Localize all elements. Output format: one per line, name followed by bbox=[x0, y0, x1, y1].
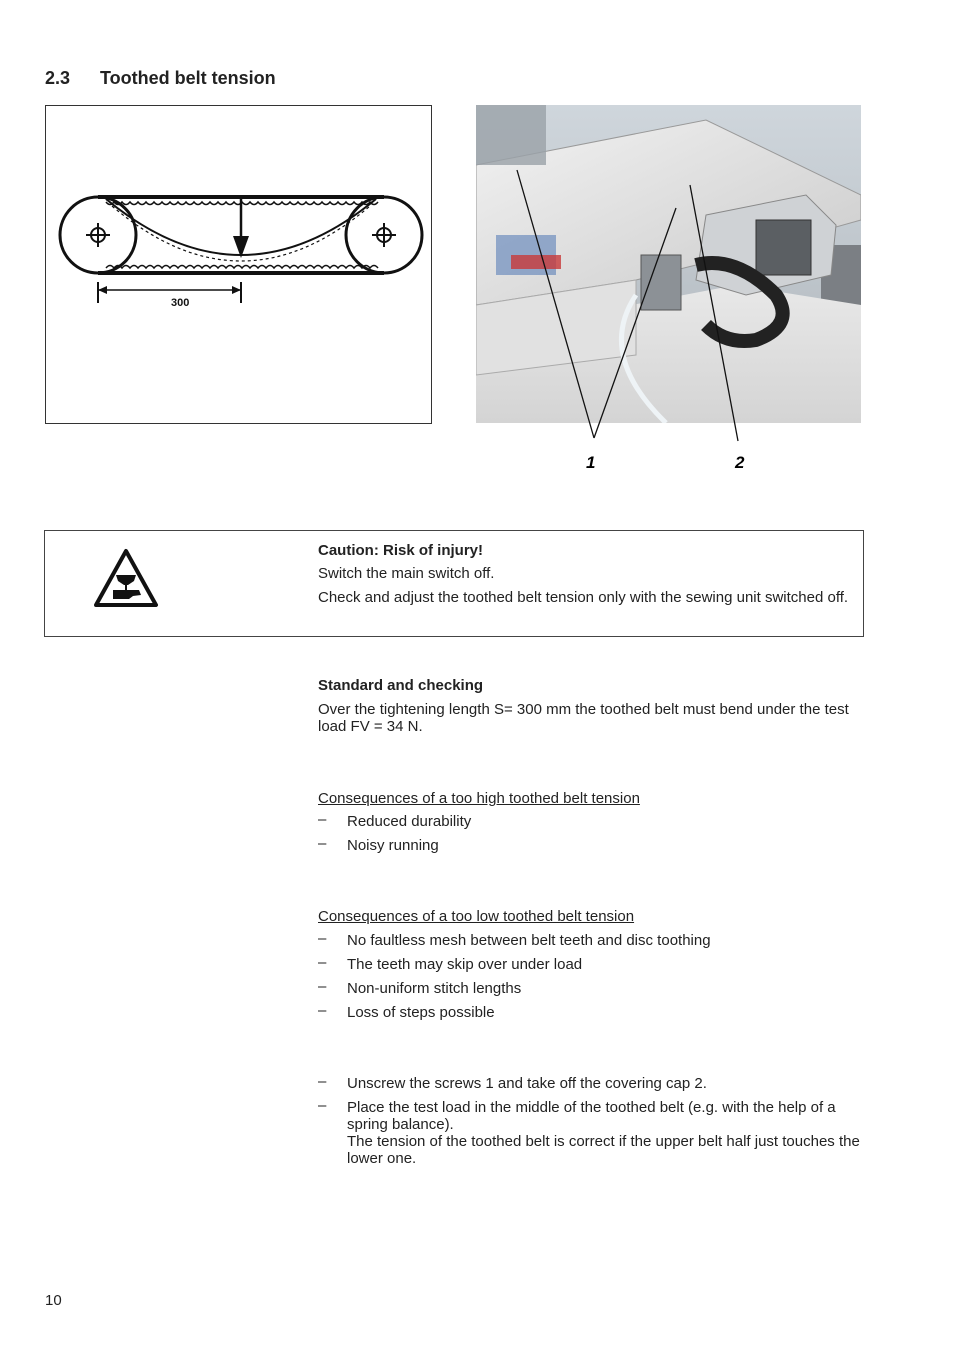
callout-line-1a bbox=[517, 170, 594, 438]
list-item-text: The teeth may skip over under load bbox=[347, 956, 583, 973]
step-note: The tension of the toothed belt is correct if the upper belt half just touches the lower one. bbox=[347, 1133, 860, 1167]
belt-diagram bbox=[45, 105, 432, 424]
too-low-heading: Consequences of a too low toothed belt tension bbox=[318, 908, 635, 925]
dimension-label: 300 bbox=[171, 297, 190, 309]
list-item-text: Reduced durability bbox=[347, 813, 472, 830]
bullet-dash: – bbox=[318, 1002, 327, 1019]
too-high-heading: Consequences of a too high toothed belt tension bbox=[318, 790, 640, 807]
list-item-text: Noisy running bbox=[347, 837, 439, 854]
standard-text: Over the tightening length S= 300 mm the toothed belt must bend under the test load FV = 34 N. bbox=[318, 701, 849, 735]
section-heading bbox=[45, 68, 276, 89]
caution-line-1: Switch the main switch off. bbox=[318, 565, 495, 582]
belt-lower-teeth bbox=[106, 266, 378, 269]
right-pulley-center-icon bbox=[372, 223, 396, 247]
left-pulley-center-icon bbox=[86, 223, 110, 247]
callout-line-1b bbox=[594, 208, 676, 438]
page-number: 10 bbox=[45, 1292, 62, 1309]
step-text: Place the test load in the middle of the toothed belt (e.g. with the help of a spring balance). bbox=[347, 1099, 836, 1133]
bullet-dash: – bbox=[318, 978, 327, 995]
caution-title: Caution: Risk of injury! bbox=[318, 542, 483, 559]
list-item-text: No faultless mesh between belt teeth and disc toothing bbox=[347, 932, 711, 949]
bullet-dash: – bbox=[318, 930, 327, 947]
bullet-dash: – bbox=[318, 1073, 327, 1090]
dimension-line bbox=[98, 282, 241, 303]
bullet-dash: – bbox=[318, 811, 327, 828]
bullet-dash: – bbox=[318, 835, 327, 852]
caution-line-2: Check and adjust the toothed belt tension only with the sewing unit switched off. bbox=[318, 589, 849, 606]
step-text: Unscrew the screws 1 and take off the covering cap 2. bbox=[347, 1075, 707, 1092]
callout-line-2 bbox=[690, 185, 738, 441]
belt-diagram-svg bbox=[46, 106, 431, 423]
bullet-dash: – bbox=[318, 954, 327, 971]
hand-injury-warning-icon bbox=[93, 548, 159, 608]
callout-number-2: 2 bbox=[735, 453, 745, 472]
bullet-dash: – bbox=[318, 1097, 327, 1114]
section-title: Toothed belt tension bbox=[100, 68, 276, 88]
callout-number-1: 1 bbox=[586, 453, 596, 472]
list-item-text: Non-uniform stitch lengths bbox=[347, 980, 522, 997]
standard-heading: Standard and checking bbox=[318, 677, 484, 694]
list-item-text: Loss of steps possible bbox=[347, 1004, 495, 1021]
photo-callouts bbox=[476, 105, 861, 475]
test-load-arrow-icon bbox=[233, 199, 249, 258]
section-number: 2.3 bbox=[45, 68, 71, 88]
